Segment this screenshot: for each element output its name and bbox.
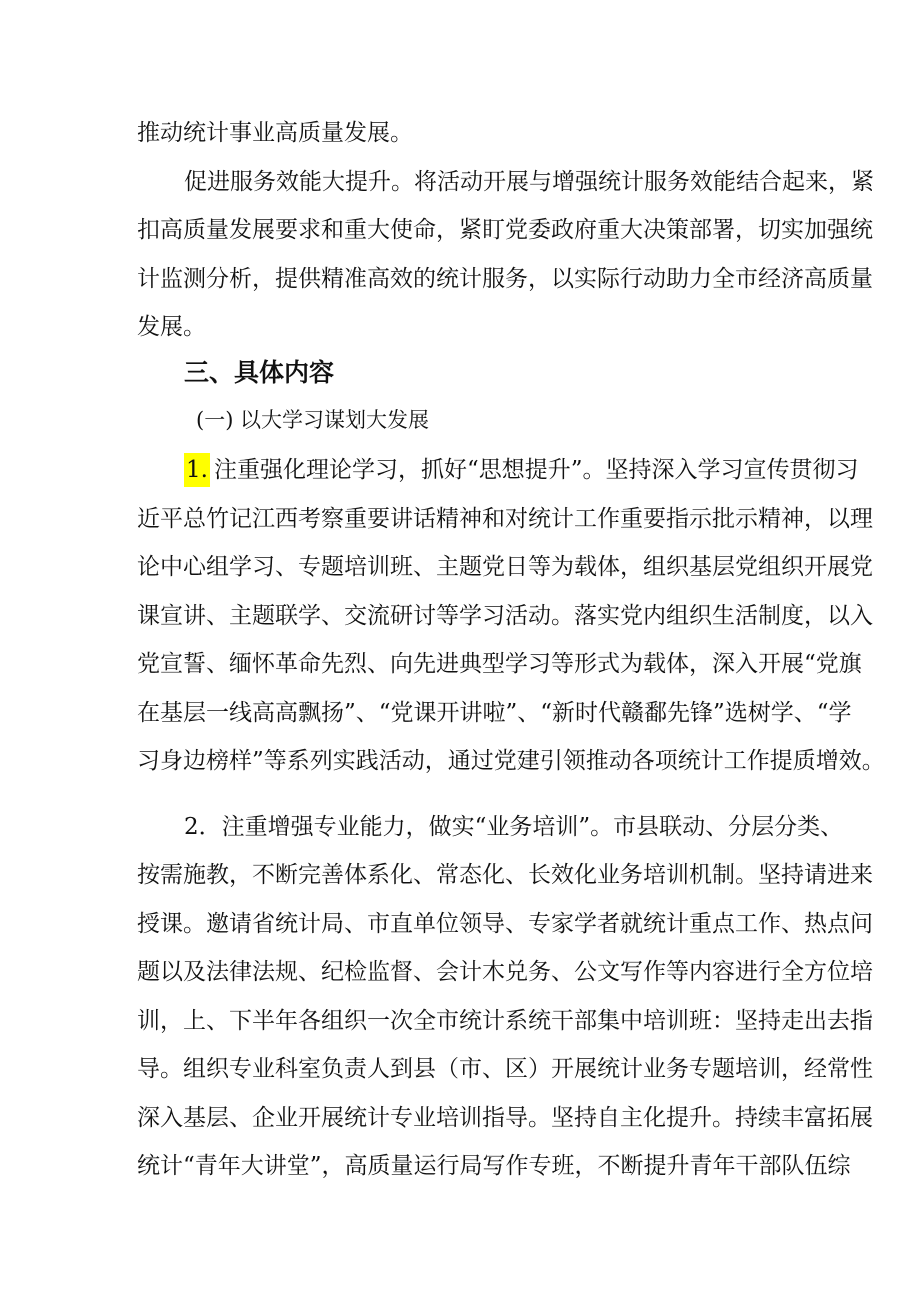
paragraph-line: 计监测分析，提供精准高效的统计服务，以实际行动助力全市经济高质量 <box>137 266 873 292</box>
paragraph-line: 统计“青年大讲堂”，高质量运行局写作专班，不断提升青年干部队伍综 <box>137 1153 851 1179</box>
paragraph-line: 授课。邀请省统计局、市直单位领导、专家学者就统计重点工作、热点问 <box>137 911 873 937</box>
paragraph-line: 注重强化理论学习，抓好“思想提升”。坚持深入学习宣传贯彻习 <box>213 457 859 483</box>
paragraph-first-line <box>184 453 859 487</box>
paragraph-line: 发展。 <box>137 314 206 340</box>
paragraph-line: 论中心组学习、专题培训班、主题党日等为载体，组织基层党组织开展党 <box>137 554 873 580</box>
highlighted-number: 1. <box>184 453 210 487</box>
section-heading: 三、具体内容 <box>184 358 335 387</box>
paragraph-line: 导。组织专业科室负责人到县（市、区）开展统计业务专题培训，经常性 <box>137 1056 873 1082</box>
subsection-heading: (一) 以大学习谋划大发展 <box>196 408 430 432</box>
paragraph-line: 扣高质量发展要求和重大使命，紧盯党委政府重大决策部署，切实加强统 <box>137 217 873 243</box>
paragraph-line: 课宣讲、主题联学、交流研讨等学习活动。落实党内组织生活制度，以入 <box>137 603 873 629</box>
paragraph-line: 2．注重增强专业能力，做实“业务培训”。市县联动、分层分类、 <box>184 814 844 840</box>
paragraph-line: 促进服务效能大提升。将活动开展与增强统计服务效能结合起来，紧 <box>184 169 874 195</box>
paragraph-line: 题以及法律法规、纪检监督、会计木兑务、公文写作等内容进行全方位培 <box>137 959 873 985</box>
paragraph-line: 推动统计事业高质量发展。 <box>137 120 413 146</box>
paragraph-line: 按需施教，不断完善体系化、常态化、长效化业务培训机制。坚持请进来 <box>137 862 873 888</box>
paragraph-line: 训，上、下半年各组织一次全市统计系统干部集中培训班：坚持走出去指 <box>137 1008 873 1034</box>
paragraph-line: 近平总竹记江西考察重要讲话精神和对统计工作重要指示批示精神，以理 <box>137 506 873 532</box>
paragraph-line: 深入基层、企业开展统计专业培训指导。坚持自主化提升。持续丰富拓展 <box>137 1105 873 1131</box>
paragraph-line: 党宣誓、缅怀革命先烈、向先进典型学习等形式为载体，深入开展“党旗 <box>137 651 862 677</box>
paragraph-line: 在基层一线高高飘扬”、“党课开讲啦”、“新时代赣鄱先锋”选树学、“学 <box>137 700 852 726</box>
paragraph-line: 习身边榜样”等系列实践活动，通过党建引领推动各项统计工作提质增效。 <box>137 748 885 774</box>
